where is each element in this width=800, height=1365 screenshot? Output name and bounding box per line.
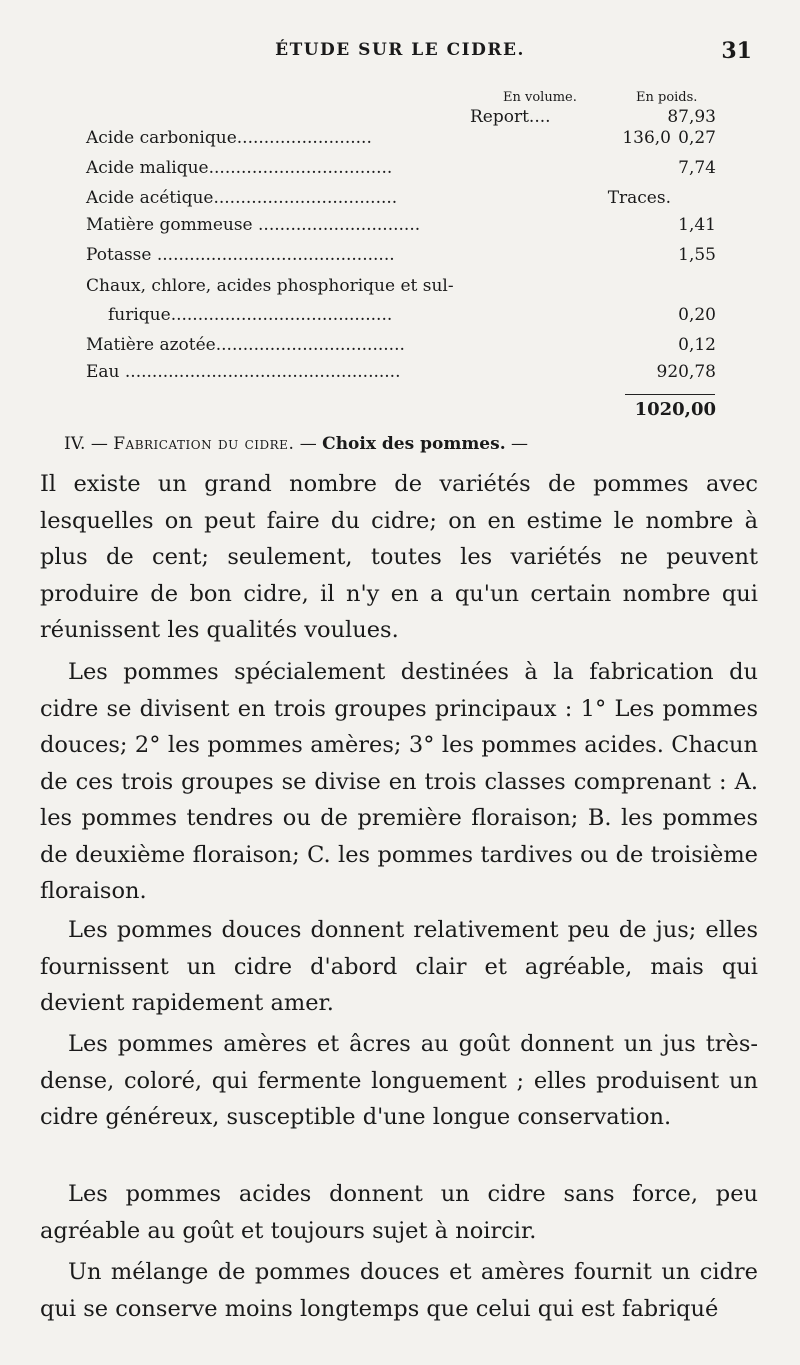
running-title: ÉTUDE SUR LE CIDRE. — [275, 40, 525, 60]
report-value: 87,93 — [667, 107, 716, 127]
row-label: Acide malique.................................. — [86, 158, 393, 178]
row-label: Chaux, chlore, acides phosphorique et sul- — [86, 276, 454, 296]
row-label: Matière azotée................................... — [86, 335, 405, 355]
table-row — [86, 215, 716, 243]
row-label: furique......................................... — [108, 305, 393, 325]
row-weight: 920,78 — [656, 362, 716, 382]
table-row — [86, 305, 716, 333]
report-label: Report.... — [470, 107, 551, 127]
section-title: Fabrication du cidre. — [113, 434, 295, 454]
paragraph: Un mélange de pommes douces et amères fournit un cidre qui se conserve moins longtemps que celui qui est fabriqué — [40, 1259, 758, 1322]
column-header-volume: En volume. — [503, 90, 577, 105]
row-volume: Traces. — [607, 188, 671, 208]
row-volume: 136,0 — [622, 128, 671, 148]
table-total: 1020,00 — [634, 399, 716, 420]
table-row — [86, 276, 716, 304]
row-weight: 7,74 — [678, 158, 716, 178]
paragraph: Il existe un grand nombre de variétés de pommes avec lesquelles on peut faire du cidre; on en estime le nombre à plus de cent; seulement, toutes les variétés ne peuvent produire de bon cidre, il n'y en a qu'un certain nombre qui réunissent les qualités voulues. — [40, 471, 758, 643]
row-weight: 1,55 — [678, 245, 716, 265]
section-subtitle: Choix des pommes. — [322, 434, 506, 454]
table-row — [86, 158, 716, 186]
paragraph: Les pommes amères et âcres au goût donnent un jus très-dense, coloré, qui fermente longuement ; elles produisent un cidre généreux, susceptible d'une longue conservation. — [40, 1031, 758, 1130]
row-label: Acide acétique.................................. — [86, 188, 398, 208]
page-number: 31 — [721, 38, 752, 64]
section-dash: — — [299, 434, 317, 454]
paragraph: Les pommes spécialement destinées à la fabrication du cidre se divisent en trois groupes principaux : 1° Les pommes douces; 2° les pommes amères; 3° les pommes acides. Chacun de ces trois groupes se divise en trois classes comprenant : A. les pommes tendres ou de première floraison; B. les pommes de deuxième floraison; C. les pommes tardives ou de troisième floraison. — [40, 659, 758, 904]
row-weight: 0,20 — [678, 305, 716, 325]
row-weight: 0,12 — [678, 335, 716, 355]
row-weight: 1,41 — [678, 215, 716, 235]
row-label: Potasse ............................................ — [86, 245, 395, 265]
section-number: IV. — — [64, 434, 108, 454]
row-label: Matière gommeuse .............................. — [86, 215, 421, 235]
column-header-weight: En poids. — [636, 90, 698, 105]
section-end-dash: — — [511, 434, 529, 454]
row-label: Acide carbonique......................... — [86, 128, 372, 148]
table-row — [86, 245, 716, 273]
paragraph: Les pommes douces donnent relativement peu de jus; elles fournissent un cidre d'abord clair et agréable, mais qui devient rapidement amer. — [40, 917, 758, 1016]
table-row — [86, 362, 716, 390]
sum-rule — [625, 394, 715, 395]
section-heading — [64, 434, 528, 454]
paragraph: Les pommes acides donnent un cidre sans force, peu agréable au goût et toujours sujet à noircir. — [40, 1181, 758, 1244]
row-label: Eau ................................................... — [86, 362, 401, 382]
table-row — [86, 128, 716, 156]
table-row — [86, 335, 716, 363]
table-row — [86, 188, 716, 216]
row-weight: 0,27 — [678, 128, 716, 148]
